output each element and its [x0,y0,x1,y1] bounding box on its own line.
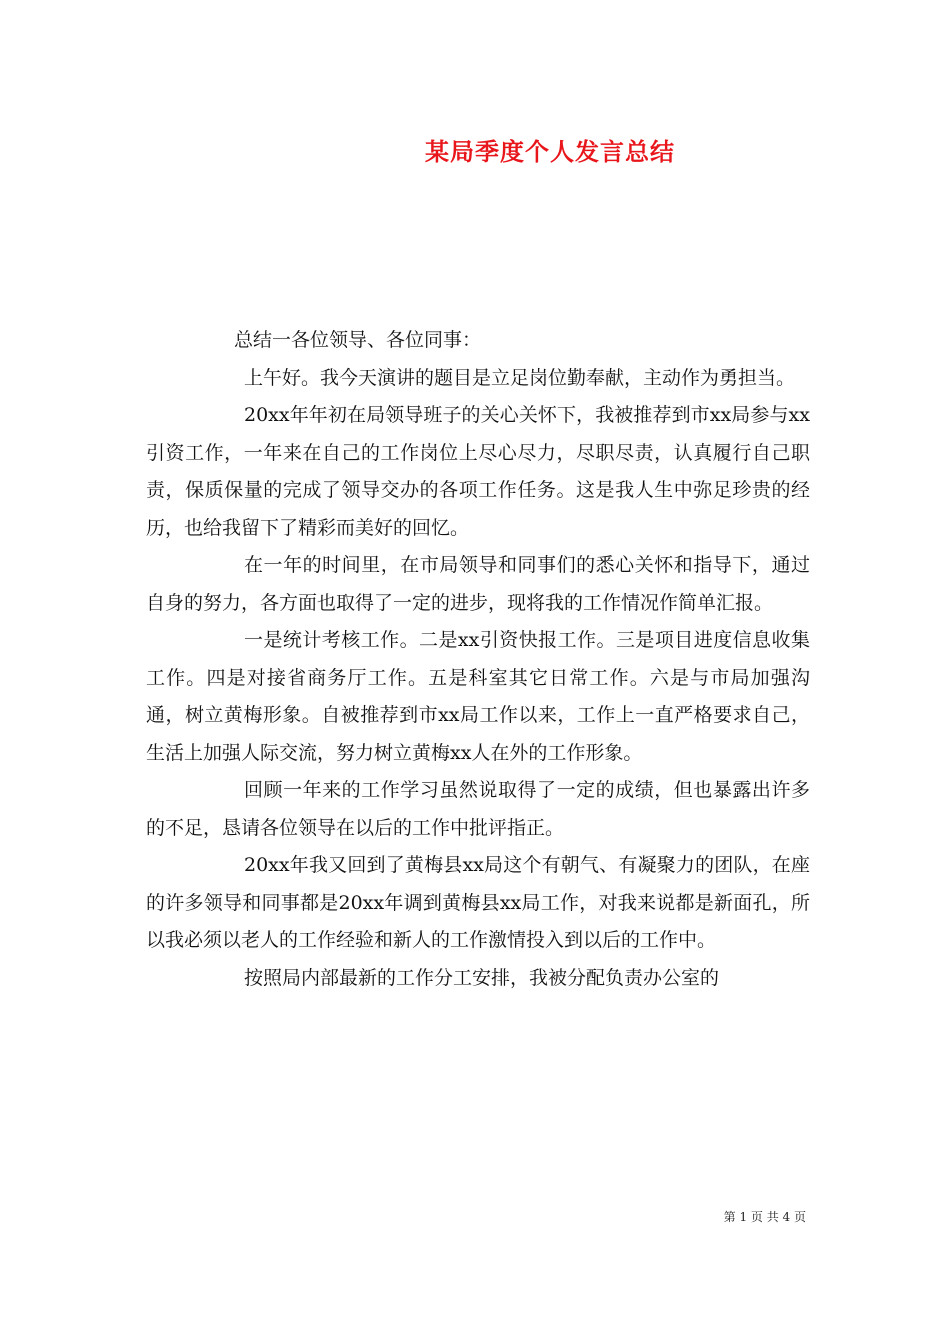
document-title: 某局季度个人发言总结 [425,137,675,166]
paragraph-7: 按照局内部最新的工作分工安排，我被分配负责办公室的 [244,966,720,989]
paragraph-1: 上午好。我今天演讲的题目是立足岗位勤奉献，主动作为勇担当。 [244,366,796,389]
paragraph-3: 在一年的时间里，在市局领导和同事们的悉心关怀和指导下，通过自身的努力，各方面也取得了一定的进步，现将我的工作情况作简单汇报。 [146,554,810,614]
paragraph-4: 一是统计考核工作。二是xx引资快报工作。三是项目进度信息收集工作。四是对接省商务厅工作。五是科室其它日常工作。六是与市局加强沟通，树立黄梅形象。自被推荐到市xx局工作以来，工作上一直严格要求自己，生活上加强人际交流，努力树立黄梅xx人在外的工作形象。 [146,629,810,764]
page-number-footer: 第 1 页 共 4 页 [723,1210,806,1224]
salutation: 总结一各位领导、各位同事： [234,329,482,351]
paragraph-5: 回顾一年来的工作学习虽然说取得了一定的成绩，但也暴露出许多的不足，恳请各位领导在以后的工作中批评指正。 [146,779,810,839]
document-body [146,322,810,997]
paragraph-2: 20xx年年初在局领导班子的关心关怀下，我被推荐到市xx局参与xx引资工作，一年来在自己的工作岗位上尽心尽力，尽职尽责，认真履行自己职责，保质保量的完成了领导交办的各项工作任务。这是我人生中弥足珍贵的经历，也给我留下了精彩而美好的回忆。 [146,404,810,539]
paragraph-6: 20xx年我又回到了黄梅县xx局这个有朝气、有凝聚力的团队，在座的许多领导和同事都是20xx年调到黄梅县xx局工作，对我来说都是新面孔，所以我必须以老人的工作经验和新人的工作激情投入到以后的工作中。 [146,854,810,951]
